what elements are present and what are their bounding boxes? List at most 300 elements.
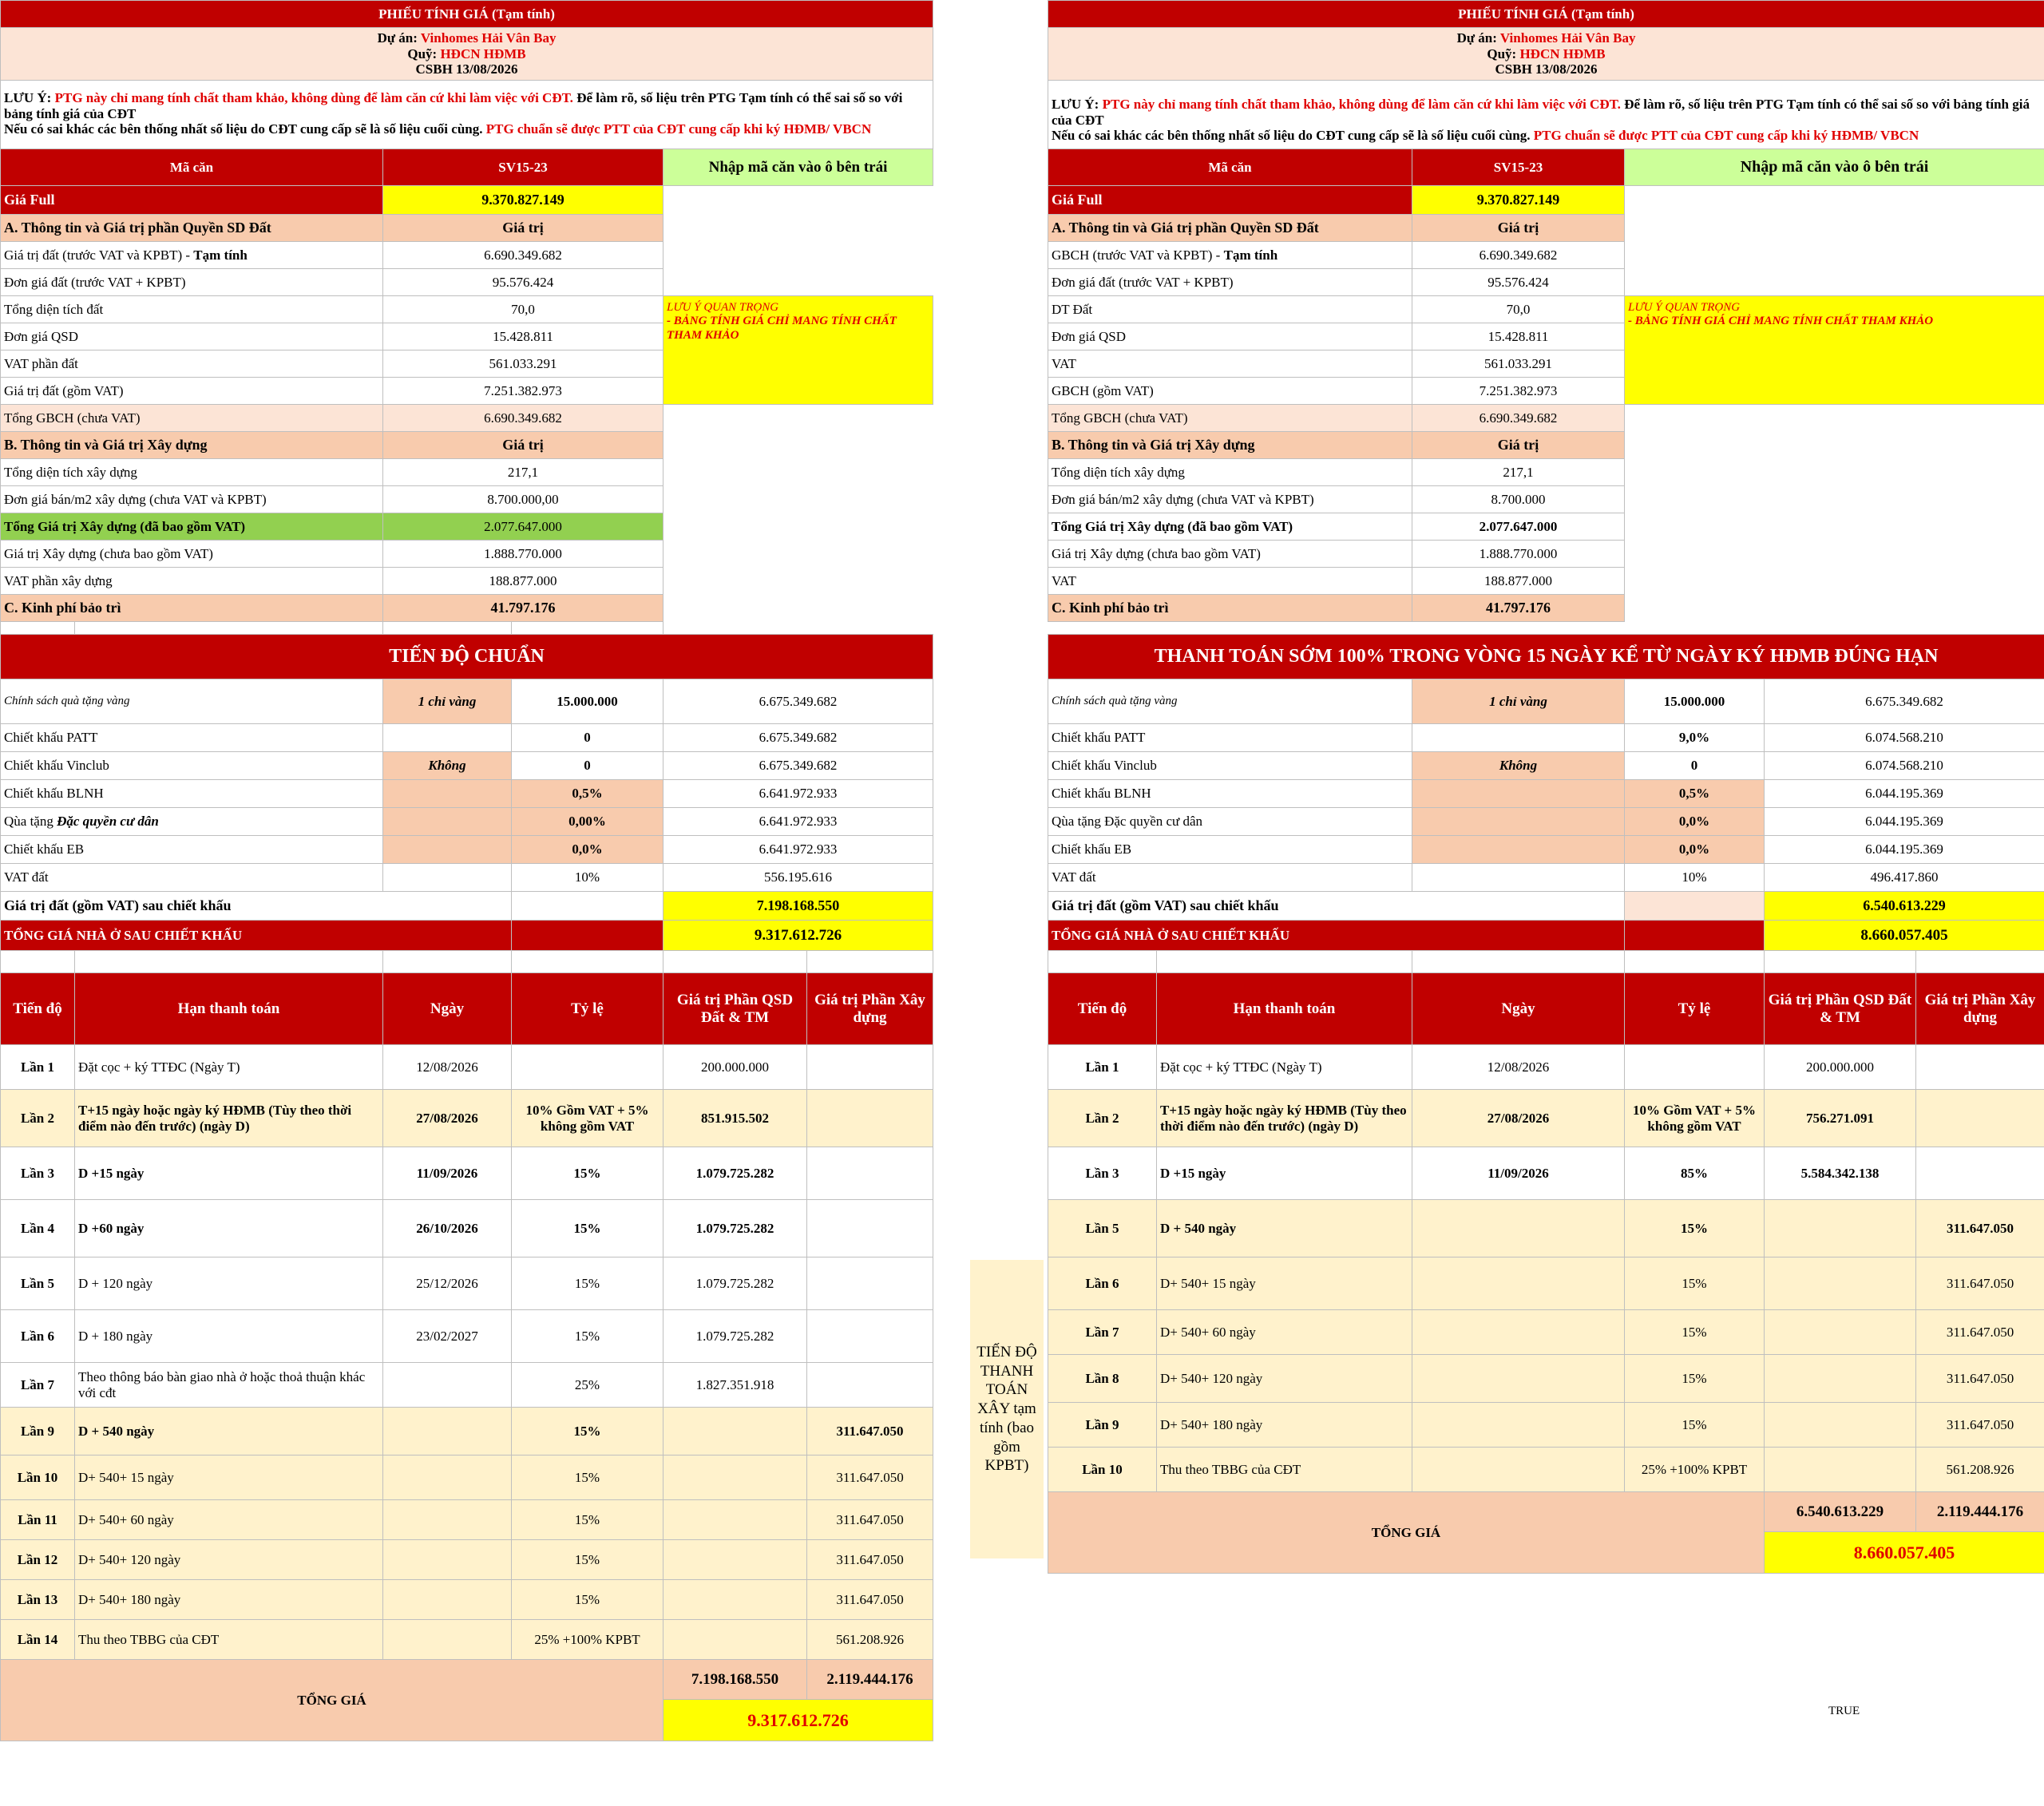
schedule-date <box>383 1408 512 1455</box>
discount-result: 6.074.568.210 <box>1765 752 2044 780</box>
discount-result: 6.675.349.682 <box>1765 679 2044 724</box>
discount-option[interactable] <box>1412 780 1625 808</box>
blank-cell <box>664 459 933 486</box>
grand-total-land: 7.198.168.550 <box>664 1660 807 1700</box>
discount-option[interactable] <box>383 724 512 752</box>
construction-row-label: Tổng Giá trị Xây dựng (đã bao gồm VAT) <box>1048 513 1412 541</box>
schedule-rate: 15% <box>512 1455 664 1500</box>
discount-rate: 0,0% <box>1625 836 1765 864</box>
schedule-land-amount <box>1765 1200 1916 1257</box>
after-discount-label: Giá trị đất (gồm VAT) sau chiết khấu <box>1 892 512 921</box>
schedule-due: D+ 540+ 15 ngày <box>1157 1257 1412 1310</box>
schedule-due: D+ 540+ 60 ngày <box>75 1500 383 1540</box>
schedule-rate: 25% <box>512 1363 664 1408</box>
schedule-installment: Lần 12 <box>1 1540 75 1580</box>
schedule-due: T+15 ngày hoặc ngày ký HĐMB (Tùy theo thời điểm nào đến trước) (ngày D) <box>75 1090 383 1147</box>
discount-rate: 0 <box>512 752 664 780</box>
blank-cell <box>664 432 933 459</box>
land-row-value: 7.251.382.973 <box>1412 378 1625 405</box>
construction-row-value: 217,1 <box>1412 459 1625 486</box>
total-after-discount-value: 9.317.612.726 <box>664 921 933 951</box>
schedule-land-amount: 851.915.502 <box>664 1090 807 1147</box>
schedule-land-amount <box>1765 1257 1916 1310</box>
schedule-rate: 10% Gồm VAT + 5% không gồm VAT <box>1625 1090 1765 1147</box>
discount-label <box>1048 780 1412 808</box>
section-b-value-header: Giá trị <box>1412 432 1625 459</box>
schedule-installment: Lần 2 <box>1 1090 75 1147</box>
schedule-rate: 15% <box>512 1408 664 1455</box>
schedule-header-1: Hạn thanh toán <box>75 973 383 1045</box>
discount-label <box>1048 836 1412 864</box>
schedule-due: D + 120 ngày <box>75 1257 383 1310</box>
schedule-construction-amount: 311.647.050 <box>1916 1310 2044 1355</box>
label-text: Chiết khấu EB <box>4 842 85 857</box>
discount-result: 6.675.349.682 <box>664 679 933 724</box>
label-text: Đơn giá đất (trước VAT + KPBT) <box>1052 274 1234 290</box>
schedule-land-amount <box>1765 1403 1916 1448</box>
schedule-rate: 10% Gồm VAT + 5% không gồm VAT <box>512 1090 664 1147</box>
discount-option[interactable]: Không <box>1412 752 1625 780</box>
discount-rate: 0,5% <box>512 780 664 808</box>
discount-result: 6.641.972.933 <box>664 808 933 836</box>
construction-row-label: Giá trị Xây dựng (chưa bao gồm VAT) <box>1048 541 1412 568</box>
grand-total-label: TỔNG GIÁ <box>1048 1492 1765 1574</box>
construction-row-value: 1.888.770.000 <box>1412 541 1625 568</box>
grand-total-value: 8.660.057.405 <box>1765 1532 2044 1574</box>
discount-option[interactable] <box>383 780 512 808</box>
grand-total-label: TỔNG GIÁ <box>1 1660 664 1741</box>
schedule-land-amount: 1.079.725.282 <box>664 1310 807 1363</box>
schedule-rate: 15% <box>512 1147 664 1200</box>
full-price-label: Giá Full <box>1048 186 1412 215</box>
schedule-header-4: Giá trị Phần QSD Đất & TM <box>1765 973 1916 1045</box>
blank-cell <box>1625 242 2044 269</box>
schedule-date: 25/12/2026 <box>383 1257 512 1310</box>
label-text: Chiết khấu PATT <box>1052 730 1146 746</box>
discount-rate: 0 <box>1625 752 1765 780</box>
label-text: Chính sách quà tặng vàng <box>1052 694 1178 707</box>
policy-title: TIẾN ĐỘ CHUẨN <box>1 635 933 679</box>
schedule-due: D + 180 ngày <box>75 1310 383 1363</box>
schedule-date <box>1412 1257 1625 1310</box>
discount-option[interactable]: 1 chỉ vàng <box>383 679 512 724</box>
construction-row-value: 8.700.000,00 <box>383 486 664 513</box>
important-note <box>664 296 933 405</box>
schedule-installment: Lần 5 <box>1048 1200 1157 1257</box>
land-row-label <box>1 269 383 296</box>
schedule-land-amount: 200.000.000 <box>1765 1045 1916 1090</box>
discount-result: 6.675.349.682 <box>664 724 933 752</box>
schedule-due: D+ 540+ 120 ngày <box>1157 1355 1412 1403</box>
unit-code-input[interactable]: SV15-23 <box>383 149 664 186</box>
schedule-rate: 15% <box>512 1500 664 1540</box>
label-text: Đơn giá QSD <box>4 328 79 344</box>
discount-result: 496.417.860 <box>1765 864 2044 892</box>
schedule-construction-amount <box>1916 1045 2044 1090</box>
section-c-title: C. Kinh phí bảo trì <box>1048 595 1412 622</box>
land-row-value: 15.428.811 <box>383 323 664 351</box>
label-text: DT Đất <box>1052 301 1093 317</box>
schedule-construction-amount <box>807 1363 933 1408</box>
schedule-construction-amount <box>807 1200 933 1257</box>
label-text: VAT <box>1052 355 1076 371</box>
discount-result: 6.641.972.933 <box>664 836 933 864</box>
blank-cell <box>1625 513 2044 541</box>
land-row-value: 6.690.349.682 <box>1412 405 1625 432</box>
grand-total-land: 6.540.613.229 <box>1765 1492 1916 1532</box>
label-text: Chiết khấu Vinclub <box>4 758 109 774</box>
important-note <box>1625 296 2044 405</box>
discount-rate: 0 <box>512 724 664 752</box>
discount-label <box>1048 752 1412 780</box>
schedule-due: Thu theo TBBG của CĐT <box>1157 1448 1412 1492</box>
blank-cell <box>1625 568 2044 595</box>
discount-option[interactable]: 1 chỉ vàng <box>1412 679 1625 724</box>
schedule-land-amount <box>664 1620 807 1660</box>
discount-option[interactable] <box>383 836 512 864</box>
schedule-construction-amount: 311.647.050 <box>1916 1355 2044 1403</box>
important-note-text: - BẢNG TÍNH GIÁ CHỈ MANG TÍNH CHẤT THAM KHẢO <box>1628 315 1934 328</box>
schedule-construction-amount: 311.647.050 <box>807 1580 933 1620</box>
schedule-date: 27/08/2026 <box>383 1090 512 1147</box>
discount-rate: 10% <box>512 864 664 892</box>
construction-row-label: VAT phần xây dựng <box>1 568 383 595</box>
construction-row-value: 2.077.647.000 <box>1412 513 1625 541</box>
schedule-installment: Lần 2 <box>1048 1090 1157 1147</box>
grand-total-value: 9.317.612.726 <box>664 1700 933 1741</box>
discount-rate: 0,5% <box>1625 780 1765 808</box>
schedule-land-amount: 756.271.091 <box>1765 1090 1916 1147</box>
construction-row-label: VAT <box>1048 568 1412 595</box>
schedule-land-amount <box>1765 1310 1916 1355</box>
schedule-due: Theo thông báo bàn giao nhà ở hoặc thoả thuận khác với cđt <box>75 1363 383 1408</box>
schedule-date <box>1412 1355 1625 1403</box>
discount-label <box>1 724 383 752</box>
schedule-date <box>383 1620 512 1660</box>
schedule-construction-amount: 561.208.926 <box>1916 1448 2044 1492</box>
label-text: Chiết khấu BLNH <box>1052 786 1151 802</box>
discount-rate: 0,0% <box>512 836 664 864</box>
schedule-date <box>383 1580 512 1620</box>
discount-result: 556.195.616 <box>664 864 933 892</box>
discount-result: 6.675.349.682 <box>664 752 933 780</box>
discount-result: 6.074.568.210 <box>1765 724 2044 752</box>
schedule-rate: 15% <box>512 1310 664 1363</box>
schedule-land-amount <box>664 1540 807 1580</box>
schedule-header-1: Hạn thanh toán <box>1157 973 1412 1045</box>
land-row-value: 6.690.349.682 <box>1412 242 1625 269</box>
schedule-installment: Lần 5 <box>1 1257 75 1310</box>
blank-cell <box>1625 405 2044 432</box>
schedule-due: Thu theo TBBG của CĐT <box>75 1620 383 1660</box>
schedule-land-amount <box>664 1500 807 1540</box>
schedule-construction-amount <box>807 1045 933 1090</box>
schedule-installment: Lần 6 <box>1048 1257 1157 1310</box>
schedule-installment: Lần 14 <box>1 1620 75 1660</box>
schedule-installment: Lần 11 <box>1 1500 75 1540</box>
discount-option[interactable] <box>383 808 512 836</box>
schedule-date <box>1412 1200 1625 1257</box>
discount-label <box>1 836 383 864</box>
land-row-label <box>1048 269 1412 296</box>
schedule-installment: Lần 1 <box>1048 1045 1157 1090</box>
blank-cell <box>664 486 933 513</box>
schedule-date <box>383 1540 512 1580</box>
land-row-value: 95.576.424 <box>1412 269 1625 296</box>
section-a-value-header: Giá trị <box>1412 215 1625 242</box>
unit-code-label: Mã căn <box>1048 149 1412 186</box>
land-row-label <box>1 242 383 269</box>
schedule-land-amount <box>1765 1448 1916 1492</box>
schedule-installment: Lần 1 <box>1 1045 75 1090</box>
construction-row-value: 188.877.000 <box>383 568 664 595</box>
construction-row-label: Tổng Giá trị Xây dựng (đã bao gồm VAT) <box>1 513 383 541</box>
schedule-rate <box>1625 1045 1765 1090</box>
land-row-label <box>1048 323 1412 351</box>
schedule-installment: Lần 3 <box>1 1147 75 1200</box>
total-after-discount-value: 8.660.057.405 <box>1765 921 2044 951</box>
schedule-date <box>1412 1403 1625 1448</box>
schedule-land-amount: 1.827.351.918 <box>664 1363 807 1408</box>
schedule-due: D +15 ngày <box>1157 1147 1412 1200</box>
schedule-construction-amount: 311.647.050 <box>1916 1200 2044 1257</box>
section-c-value: 41.797.176 <box>383 595 664 622</box>
section-b-title: B. Thông tin và Giá trị Xây dựng <box>1048 432 1412 459</box>
grand-total-construction: 2.119.444.176 <box>807 1660 933 1700</box>
schedule-rate: 15% <box>512 1200 664 1257</box>
schedule-installment: Lần 7 <box>1048 1310 1157 1355</box>
section-a-title: A. Thông tin và Giá trị phần Quyền SD Đất <box>1048 215 1412 242</box>
schedule-header-3: Tỷ lệ <box>512 973 664 1045</box>
schedule-rate: 15% <box>512 1580 664 1620</box>
schedule-due: T+15 ngày hoặc ngày ký HĐMB (Tùy theo thời điểm nào đến trước) (ngày D) <box>1157 1090 1412 1147</box>
blank-cell <box>664 269 933 296</box>
schedule-land-amount <box>664 1580 807 1620</box>
schedule-rate: 15% <box>1625 1310 1765 1355</box>
land-row-label <box>1048 242 1412 269</box>
left-price-sheet <box>0 0 933 1741</box>
schedule-installment: Lần 4 <box>1 1200 75 1257</box>
schedule-date <box>383 1363 512 1408</box>
discount-option[interactable] <box>1412 864 1625 892</box>
schedule-due: D + 540 ngày <box>1157 1200 1412 1257</box>
section-c-title: C. Kinh phí bảo trì <box>1 595 383 622</box>
discount-option[interactable] <box>1412 808 1625 836</box>
blank-cell <box>664 541 933 568</box>
land-row-label <box>1048 351 1412 378</box>
schedule-date: 26/10/2026 <box>383 1200 512 1257</box>
land-row-value: 70,0 <box>383 296 664 323</box>
discount-label <box>1 679 383 724</box>
schedule-date: 27/08/2026 <box>1412 1090 1625 1147</box>
schedule-date: 11/09/2026 <box>383 1147 512 1200</box>
blank-cell <box>664 242 933 269</box>
schedule-header-3: Tỷ lệ <box>1625 973 1765 1045</box>
schedule-header-0: Tiến độ <box>1 973 75 1045</box>
construction-row-value: 217,1 <box>383 459 664 486</box>
label-text: Tổng GBCH (chưa VAT) <box>4 410 141 426</box>
schedule-due: Đặt cọc + ký TTĐC (Ngày T) <box>75 1045 383 1090</box>
unit-code-hint: Nhập mã căn vào ô bên trái <box>664 149 933 186</box>
discount-rate: 10% <box>1625 864 1765 892</box>
unit-code-input[interactable]: SV15-23 <box>1412 149 1625 186</box>
schedule-construction-amount <box>1916 1090 2044 1147</box>
schedule-due: Đặt cọc + ký TTĐC (Ngày T) <box>1157 1045 1412 1090</box>
land-row-value: 95.576.424 <box>383 269 664 296</box>
label-text: GBCH (trước VAT và KPBT) - <box>1052 247 1224 263</box>
section-c-value: 41.797.176 <box>1412 595 1625 622</box>
land-row-value: 70,0 <box>1412 296 1625 323</box>
discount-rate: 0,00% <box>512 808 664 836</box>
schedule-installment: Lần 10 <box>1048 1448 1157 1492</box>
schedule-date <box>383 1455 512 1500</box>
schedule-construction-amount: 311.647.050 <box>1916 1257 2044 1310</box>
schedule-date: 12/08/2026 <box>383 1045 512 1090</box>
label-text: VAT đất <box>4 869 49 885</box>
schedule-construction-amount: 311.647.050 <box>1916 1403 2044 1448</box>
label-text: Chính sách quà tặng vàng <box>4 694 130 707</box>
schedule-land-amount: 200.000.000 <box>664 1045 807 1090</box>
schedule-construction-amount: 311.647.050 <box>807 1540 933 1580</box>
schedule-installment: Lần 13 <box>1 1580 75 1620</box>
schedule-date <box>383 1500 512 1540</box>
schedule-construction-amount <box>1916 1147 2044 1200</box>
schedule-due: D +60 ngày <box>75 1200 383 1257</box>
construction-row-label: Đơn giá bán/m2 xây dựng (chưa VAT và KPBT) <box>1048 486 1412 513</box>
label-text: VAT phần đất <box>4 355 78 371</box>
schedule-construction-amount: 311.647.050 <box>807 1408 933 1455</box>
discount-option[interactable] <box>1412 836 1625 864</box>
label-emphasis: Đặc quyền cư dân <box>57 814 159 830</box>
full-price-value: 9.370.827.149 <box>1412 186 1625 215</box>
unit-code-hint: Nhập mã căn vào ô bên trái <box>1625 149 2044 186</box>
true-flag: TRUE <box>1828 1705 1860 1717</box>
schedule-header-4: Giá trị Phần QSD Đất & TM <box>664 973 807 1045</box>
land-row-value: 6.690.349.682 <box>383 242 664 269</box>
notice-text: LƯU Ý: PTG này chỉ mang tính chất tham khảo, không dùng để làm căn cứ khi làm việc với CĐT. Để làm rõ, số liệu trên PTG Tạm tính có thể sai số so với bảng tính giá của CĐT Nếu có sai khác các bên thống nhất số liệu do CĐT cung cấp sẽ là số liệu cuối cùng. PTG chuẩn sẽ được PTT của CĐT cung cấp khi ký HĐMB/ VBCN <box>1 81 933 149</box>
discount-result: 6.641.972.933 <box>664 780 933 808</box>
schedule-installment: Lần 9 <box>1048 1403 1157 1448</box>
schedule-rate: 15% <box>1625 1403 1765 1448</box>
label-emphasis: Tạm tính <box>193 247 248 263</box>
discount-label <box>1 752 383 780</box>
label-text: Tổng diện tích đất <box>4 301 104 317</box>
schedule-date: 11/09/2026 <box>1412 1147 1625 1200</box>
label-emphasis: Tạm tính <box>1223 247 1278 263</box>
schedule-due: D+ 540+ 15 ngày <box>75 1455 383 1500</box>
schedule-installment: Lần 7 <box>1 1363 75 1408</box>
schedule-due: D +15 ngày <box>75 1147 383 1200</box>
schedule-header-2: Ngày <box>383 973 512 1045</box>
blank-cell <box>1625 459 2044 486</box>
discount-result: 6.044.195.369 <box>1765 780 2044 808</box>
schedule-rate: 15% <box>512 1540 664 1580</box>
schedule-land-amount <box>1765 1355 1916 1403</box>
blank-cell <box>664 568 933 595</box>
schedule-header-0: Tiến độ <box>1048 973 1157 1045</box>
section-b-title: B. Thông tin và Giá trị Xây dựng <box>1 432 383 459</box>
blank-cell <box>1625 269 2044 296</box>
discount-result: 6.044.195.369 <box>1765 808 2044 836</box>
schedule-construction-amount: 311.647.050 <box>807 1500 933 1540</box>
construction-row-value: 2.077.647.000 <box>383 513 664 541</box>
discount-option[interactable] <box>383 864 512 892</box>
label-text: VAT đất <box>1052 869 1096 885</box>
schedule-installment: Lần 9 <box>1 1408 75 1455</box>
sheet-header-info: Dự án: Vinhomes Hải Vân Bay Quỹ: HĐCN HĐMB CSBH 13/08/2026 <box>1 28 933 81</box>
label-text: Giá trị đất (trước VAT và KPBT) - <box>4 247 194 263</box>
discount-option[interactable] <box>1412 724 1625 752</box>
schedule-rate: 15% <box>1625 1257 1765 1310</box>
schedule-date <box>1412 1310 1625 1355</box>
schedule-land-amount <box>664 1455 807 1500</box>
construction-row-label: Tổng diện tích xây dựng <box>1 459 383 486</box>
schedule-date: 23/02/2027 <box>383 1310 512 1363</box>
discount-label <box>1048 808 1412 836</box>
schedule-installment: Lần 6 <box>1 1310 75 1363</box>
schedule-installment: Lần 10 <box>1 1455 75 1500</box>
land-row-label <box>1 405 383 432</box>
discount-result: 6.044.195.369 <box>1765 836 2044 864</box>
schedule-construction-amount: 311.647.050 <box>807 1455 933 1500</box>
discount-label <box>1 864 383 892</box>
construction-row-value: 188.877.000 <box>1412 568 1625 595</box>
schedule-construction-amount <box>807 1257 933 1310</box>
construction-row-value: 8.700.000 <box>1412 486 1625 513</box>
land-row-label <box>1 296 383 323</box>
schedule-rate: 15% <box>512 1257 664 1310</box>
sheet-title: PHIẾU TÍNH GIÁ (Tạm tính) <box>1 1 933 28</box>
schedule-construction-amount: 561.208.926 <box>807 1620 933 1660</box>
discount-option[interactable]: Không <box>383 752 512 780</box>
schedule-rate: 25% +100% KPBT <box>1625 1448 1765 1492</box>
schedule-land-amount: 1.079.725.282 <box>664 1257 807 1310</box>
important-note-title: LƯU Ý QUAN TRỌNG <box>1628 301 1741 314</box>
section-a-title: A. Thông tin và Giá trị phần Quyền SD Đất <box>1 215 383 242</box>
label-text: GBCH (gồm VAT) <box>1052 382 1154 398</box>
important-note-title: LƯU Ý QUAN TRỌNG <box>667 301 779 314</box>
notice-text: LƯU Ý: PTG này chỉ mang tính chất tham khảo, không dùng để làm căn cứ khi làm việc với CĐT. Để làm rõ, số liệu trên PTG Tạm tính có thể sai số so với bảng tính giá của CĐT Nếu có sai khác các bên thống nhất số liệu do CĐT cung cấp sẽ là số liệu cuối cùng. PTG chuẩn sẽ được PTT của CĐT cung cấp khi ký HĐMB/ VBCN <box>1048 81 2044 149</box>
land-row-value: 6.690.349.682 <box>383 405 664 432</box>
blank-cell <box>1625 215 2044 242</box>
schedule-due: D+ 540+ 180 ngày <box>1157 1403 1412 1448</box>
important-note-text: - BẢNG TÍNH GIÁ CHỈ MANG TÍNH CHẤT THAM KHẢO <box>667 315 897 342</box>
blank-cell <box>1625 486 2044 513</box>
construction-row-label: Giá trị Xây dựng (chưa bao gồm VAT) <box>1 541 383 568</box>
after-discount-label: Giá trị đất (gồm VAT) sau chiết khấu <box>1048 892 1625 921</box>
discount-rate: 9,0% <box>1625 724 1765 752</box>
schedule-header-5: Giá trị Phần Xây dựng <box>1916 973 2044 1045</box>
section-a-value-header: Giá trị <box>383 215 664 242</box>
schedule-due: D+ 540+ 120 ngày <box>75 1540 383 1580</box>
policy-title: THANH TOÁN SỚM 100% TRONG VÒNG 15 NGÀY KỂ TỪ NGÀY KÝ HĐMB ĐÚNG HẠN <box>1048 635 2044 679</box>
schedule-rate: 15% <box>1625 1355 1765 1403</box>
schedule-land-amount <box>664 1408 807 1455</box>
unit-code-label: Mã căn <box>1 149 383 186</box>
label-text: Chiết khấu EB <box>1052 842 1132 857</box>
full-price-label: Giá Full <box>1 186 383 215</box>
schedule-date: 12/08/2026 <box>1412 1045 1625 1090</box>
schedule-installment: Lần 8 <box>1048 1355 1157 1403</box>
label-text: Đơn giá đất (trước VAT + KPBT) <box>4 274 186 290</box>
schedule-land-amount: 5.584.342.138 <box>1765 1147 1916 1200</box>
label-text: Qùa tặng Đặc quyền cư dân <box>1052 814 1203 830</box>
land-row-label <box>1 351 383 378</box>
land-row-label <box>1048 405 1412 432</box>
land-row-value: 561.033.291 <box>1412 351 1625 378</box>
schedule-due: D+ 540+ 60 ngày <box>1157 1310 1412 1355</box>
grand-total-construction: 2.119.444.176 <box>1916 1492 2044 1532</box>
